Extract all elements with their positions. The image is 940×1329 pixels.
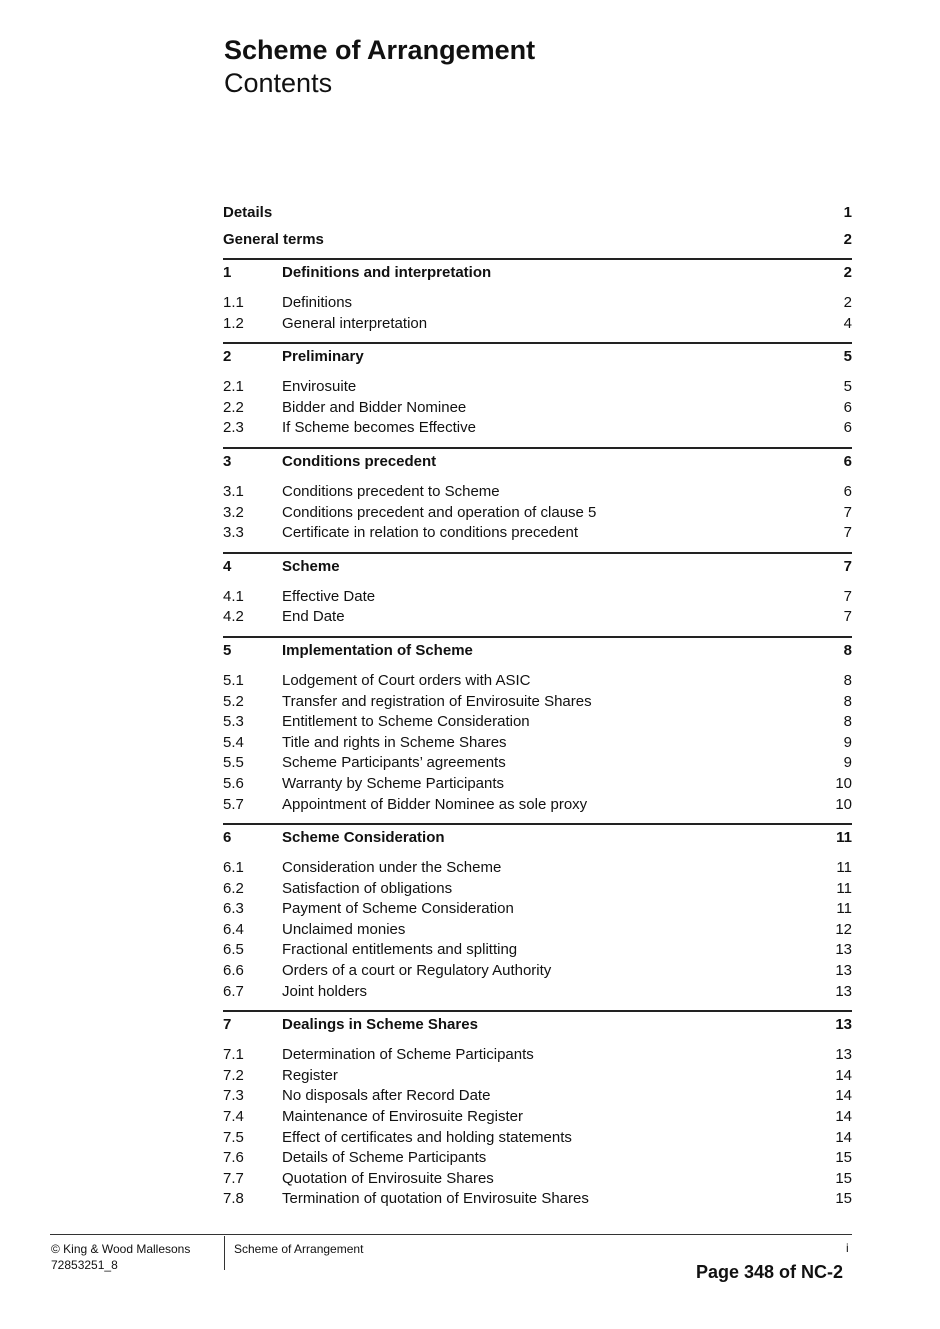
toc-subentry-number: 7.1	[223, 1046, 244, 1064]
toc-subentry-page: 4	[843, 314, 852, 332]
toc-subentry	[223, 1170, 852, 1191]
toc-section-heading	[223, 344, 852, 374]
toc-subentry	[223, 962, 852, 983]
toc-subentry-label: Satisfaction of obligations	[282, 879, 453, 897]
toc-subentry-number: 7.8	[223, 1190, 244, 1208]
toc-subentry-label: Termination of quotation of Envirosuite Shares	[282, 1190, 589, 1208]
toc-subentry	[223, 983, 852, 1004]
toc-section-number: 3	[223, 452, 232, 470]
toc-section-label: Preliminary	[282, 348, 364, 366]
toc-subentry-number: 6.7	[223, 982, 244, 1000]
table-of-contents	[223, 204, 852, 1218]
toc-subentry-page: 14	[835, 1108, 852, 1126]
toc-subentry-number: 2.1	[223, 378, 244, 396]
toc-subentry-label: Joint holders	[282, 982, 368, 1000]
toc-subentry-number: 7.6	[223, 1149, 244, 1167]
toc-section-number: 4	[223, 557, 232, 575]
toc-subentry-label: Scheme Participants’ agreements	[282, 754, 506, 772]
toc-subentry	[223, 588, 852, 609]
toc-subentry-label: No disposals after Record Date	[282, 1087, 491, 1105]
toc-section-label: Implementation of Scheme	[282, 641, 473, 659]
toc-subentry-page: 7	[843, 524, 852, 542]
toc-section-number: 1	[223, 264, 232, 281]
toc-subentry-label: Definitions	[282, 294, 353, 311]
footer-doc-title: Scheme of Arrangement	[234, 1242, 364, 1256]
toc-subentry-label: Envirosuite	[282, 378, 357, 396]
toc-subentry-label: Conditions precedent to Scheme	[282, 482, 500, 500]
toc-subentry-number: 6.5	[223, 941, 244, 959]
toc-subentry-number: 5.1	[223, 671, 244, 689]
toc-section-heading	[223, 449, 852, 479]
toc-subentry	[223, 713, 852, 734]
toc-subentry-page: 13	[835, 1046, 852, 1064]
toc-section-label: Definitions and interpretation	[282, 264, 492, 281]
toc-subentry-label: Consideration under the Scheme	[282, 859, 502, 877]
toc-subentry-page: 7	[843, 608, 852, 626]
toc-subentry-page: 7	[843, 587, 852, 605]
document-title: Scheme of Arrangement	[224, 35, 536, 65]
toc-top-entry	[223, 204, 852, 231]
toc-subentry	[223, 315, 852, 336]
toc-section-number: 7	[223, 1016, 232, 1034]
toc-subentry	[223, 419, 852, 440]
toc-subentry-page: 7	[843, 503, 852, 521]
toc-top-entry	[223, 231, 852, 258]
toc-section-label: Dealings in Scheme Shares	[282, 1016, 478, 1034]
toc-subentry	[223, 1046, 852, 1067]
toc-subentry-page: 13	[835, 962, 852, 980]
toc-section-heading	[223, 554, 852, 584]
toc-subentry-label: Title and rights in Scheme Shares	[282, 733, 507, 751]
toc-subentry-page: 15	[835, 1190, 852, 1208]
toc-subentry-page: 14	[835, 1066, 852, 1084]
footer-page-label: Page 348 of NC-2	[696, 1262, 844, 1282]
toc-subentry-page: 2	[843, 294, 852, 311]
toc-subentry	[223, 672, 852, 693]
toc-subentry-label: Effective Date	[282, 587, 376, 605]
toc-section	[223, 552, 852, 636]
toc-subentry-page: 13	[835, 982, 852, 1000]
toc-subentry-page: 8	[843, 713, 852, 731]
toc-subentry-number: 3.2	[223, 503, 244, 521]
toc-entry-label: General terms	[223, 231, 324, 248]
document-subtitle: Contents	[224, 68, 333, 98]
toc-subentry-page: 10	[835, 774, 852, 792]
toc-subentry-label: Warranty by Scheme Participants	[282, 774, 505, 792]
toc-subentry-page: 15	[835, 1149, 852, 1167]
toc-subentry	[223, 1067, 852, 1088]
toc-subentry-label: Conditions precedent and operation of clause 5	[282, 503, 597, 521]
toc-subentry	[223, 524, 852, 545]
toc-subentry-label: End Date	[282, 608, 345, 626]
toc-section	[223, 1010, 852, 1218]
toc-subentry-label: Orders of a court or Regulatory Authority	[282, 962, 552, 980]
toc-subentry	[223, 294, 852, 315]
toc-subentry-number: 7.2	[223, 1066, 244, 1084]
toc-subentry-label: General interpretation	[282, 314, 428, 332]
toc-entry-page: 2	[843, 231, 852, 248]
toc-subentry-number: 6.4	[223, 920, 244, 938]
toc-subentry-number: 5.7	[223, 795, 244, 813]
toc-subentry-label: Certificate in relation to conditions precedent	[282, 524, 579, 542]
toc-subentry-page: 10	[835, 795, 852, 813]
toc-subentry-number: 7.4	[223, 1108, 244, 1126]
toc-section-number: 6	[223, 829, 232, 847]
toc-subentry-label: Determination of Scheme Participants	[282, 1046, 534, 1064]
toc-subentry-page: 11	[836, 879, 852, 897]
toc-subentry-label: Appointment of Bidder Nominee as sole proxy	[282, 795, 588, 813]
toc-subentry	[223, 1149, 852, 1170]
toc-subentry-label: Maintenance of Envirosuite Register	[282, 1108, 523, 1126]
toc-subentry-number: 1.2	[223, 314, 244, 332]
toc-subentry	[223, 608, 852, 629]
toc-section-page: 5	[843, 348, 852, 366]
toc-subentry-label: Quotation of Envirosuite Shares	[282, 1169, 494, 1187]
toc-subentry-page: 12	[835, 920, 852, 938]
toc-subentry-number: 6.1	[223, 859, 244, 877]
toc-subentry-page: 8	[843, 692, 852, 710]
toc-subentry	[223, 734, 852, 755]
toc-subentry-number: 5.3	[223, 713, 244, 731]
toc-subentry-label: Register	[282, 1066, 338, 1084]
toc-subentry	[223, 1190, 852, 1211]
toc-section-label: Scheme	[282, 557, 340, 575]
toc-subentry	[223, 483, 852, 504]
toc-entry-page: 1	[843, 204, 852, 221]
toc-subentry-page: 5	[843, 378, 852, 396]
toc-section-page: 2	[843, 264, 852, 281]
footer-doc-id: 72853251_8	[51, 1258, 118, 1272]
toc-subentry-number: 2.3	[223, 419, 244, 437]
toc-subentry-label: Unclaimed monies	[282, 920, 406, 938]
toc-section-heading	[223, 1012, 852, 1042]
footer-vertical-divider	[224, 1236, 225, 1270]
footer-divider	[50, 1234, 852, 1235]
toc-subentry-number: 1.1	[223, 294, 244, 311]
toc-subentry-page: 6	[843, 482, 852, 500]
toc-subentry-number: 5.4	[223, 733, 244, 751]
toc-subentry-number: 5.5	[223, 754, 244, 772]
toc-section-label: Conditions precedent	[282, 452, 437, 470]
footer-firm: © King & Wood Mallesons	[51, 1242, 191, 1256]
toc-section-heading	[223, 260, 852, 290]
toc-subentry	[223, 859, 852, 880]
toc-subentry	[223, 941, 852, 962]
toc-subentry-page: 13	[835, 941, 852, 959]
toc-subentry-page: 6	[843, 398, 852, 416]
toc-subentry-number: 4.1	[223, 587, 244, 605]
toc-subentry	[223, 399, 852, 420]
toc-subentry-number: 6.6	[223, 962, 244, 980]
toc-section	[223, 258, 852, 342]
toc-subentry	[223, 796, 852, 817]
toc-subentry-page: 9	[843, 754, 852, 772]
toc-subentry-label: Details of Scheme Participants	[282, 1149, 487, 1167]
toc-subentry-label: Lodgement of Court orders with ASIC	[282, 671, 531, 689]
toc-subentry-page: 6	[843, 419, 852, 437]
toc-subentry-page: 11	[836, 900, 852, 918]
toc-subentry-label: Transfer and registration of Envirosuite Shares	[282, 692, 592, 710]
toc-section-number: 5	[223, 641, 232, 659]
toc-subentry-number: 7.5	[223, 1128, 244, 1146]
toc-subentry	[223, 693, 852, 714]
toc-section-page: 7	[843, 557, 852, 575]
toc-section-page: 11	[836, 829, 852, 847]
toc-section-page: 13	[835, 1016, 852, 1034]
toc-subentry	[223, 775, 852, 796]
toc-subentry-page: 9	[843, 733, 852, 751]
toc-entry-label: Details	[223, 204, 273, 221]
toc-subentry	[223, 1087, 852, 1108]
toc-subentry-label: Payment of Scheme Consideration	[282, 900, 514, 918]
toc-subentry-number: 6.2	[223, 879, 244, 897]
toc-section-number: 2	[223, 348, 232, 366]
toc-section	[223, 447, 852, 552]
toc-subentry	[223, 1129, 852, 1150]
toc-subentry-label: Effect of certificates and holding statements	[282, 1128, 572, 1146]
toc-subentry	[223, 378, 852, 399]
toc-section	[223, 342, 852, 447]
toc-subentry-label: If Scheme becomes Effective	[282, 419, 476, 437]
toc-subentry-page: 11	[836, 859, 852, 877]
toc-subentry-label: Bidder and Bidder Nominee	[282, 398, 467, 416]
toc-subentry	[223, 880, 852, 901]
footer-firm-block	[51, 1241, 190, 1273]
toc-subentry-number: 7.3	[223, 1087, 244, 1105]
toc-section-heading	[223, 825, 852, 855]
toc-subentry	[223, 504, 852, 525]
toc-section-page: 6	[843, 452, 852, 470]
toc-section-heading	[223, 638, 852, 668]
toc-subentry-number: 7.7	[223, 1169, 244, 1187]
toc-section	[223, 636, 852, 823]
toc-subentry-number: 3.3	[223, 524, 244, 542]
toc-section	[223, 823, 852, 1010]
toc-subentry-number: 3.1	[223, 482, 244, 500]
toc-subentry-page: 14	[835, 1087, 852, 1105]
toc-subentry	[223, 1108, 852, 1129]
toc-subentry-number: 6.3	[223, 900, 244, 918]
toc-subentry-label: Fractional entitlements and splitting	[282, 941, 518, 959]
toc-subentry-page: 14	[835, 1128, 852, 1146]
toc-subentry-page: 15	[835, 1169, 852, 1187]
toc-subentry-number: 5.2	[223, 692, 244, 710]
toc-section-label: Scheme Consideration	[282, 829, 445, 847]
toc-subentry-page: 8	[843, 671, 852, 689]
toc-subentry	[223, 921, 852, 942]
toc-subentry	[223, 900, 852, 921]
toc-subentry-number: 2.2	[223, 398, 244, 416]
toc-subentry	[223, 754, 852, 775]
footer-page-roman: i	[846, 1241, 849, 1255]
toc-subentry-number: 5.6	[223, 774, 244, 792]
toc-subentry-label: Entitlement to Scheme Consideration	[282, 713, 530, 731]
toc-subentry-number: 4.2	[223, 608, 244, 626]
toc-section-page: 8	[843, 641, 852, 659]
